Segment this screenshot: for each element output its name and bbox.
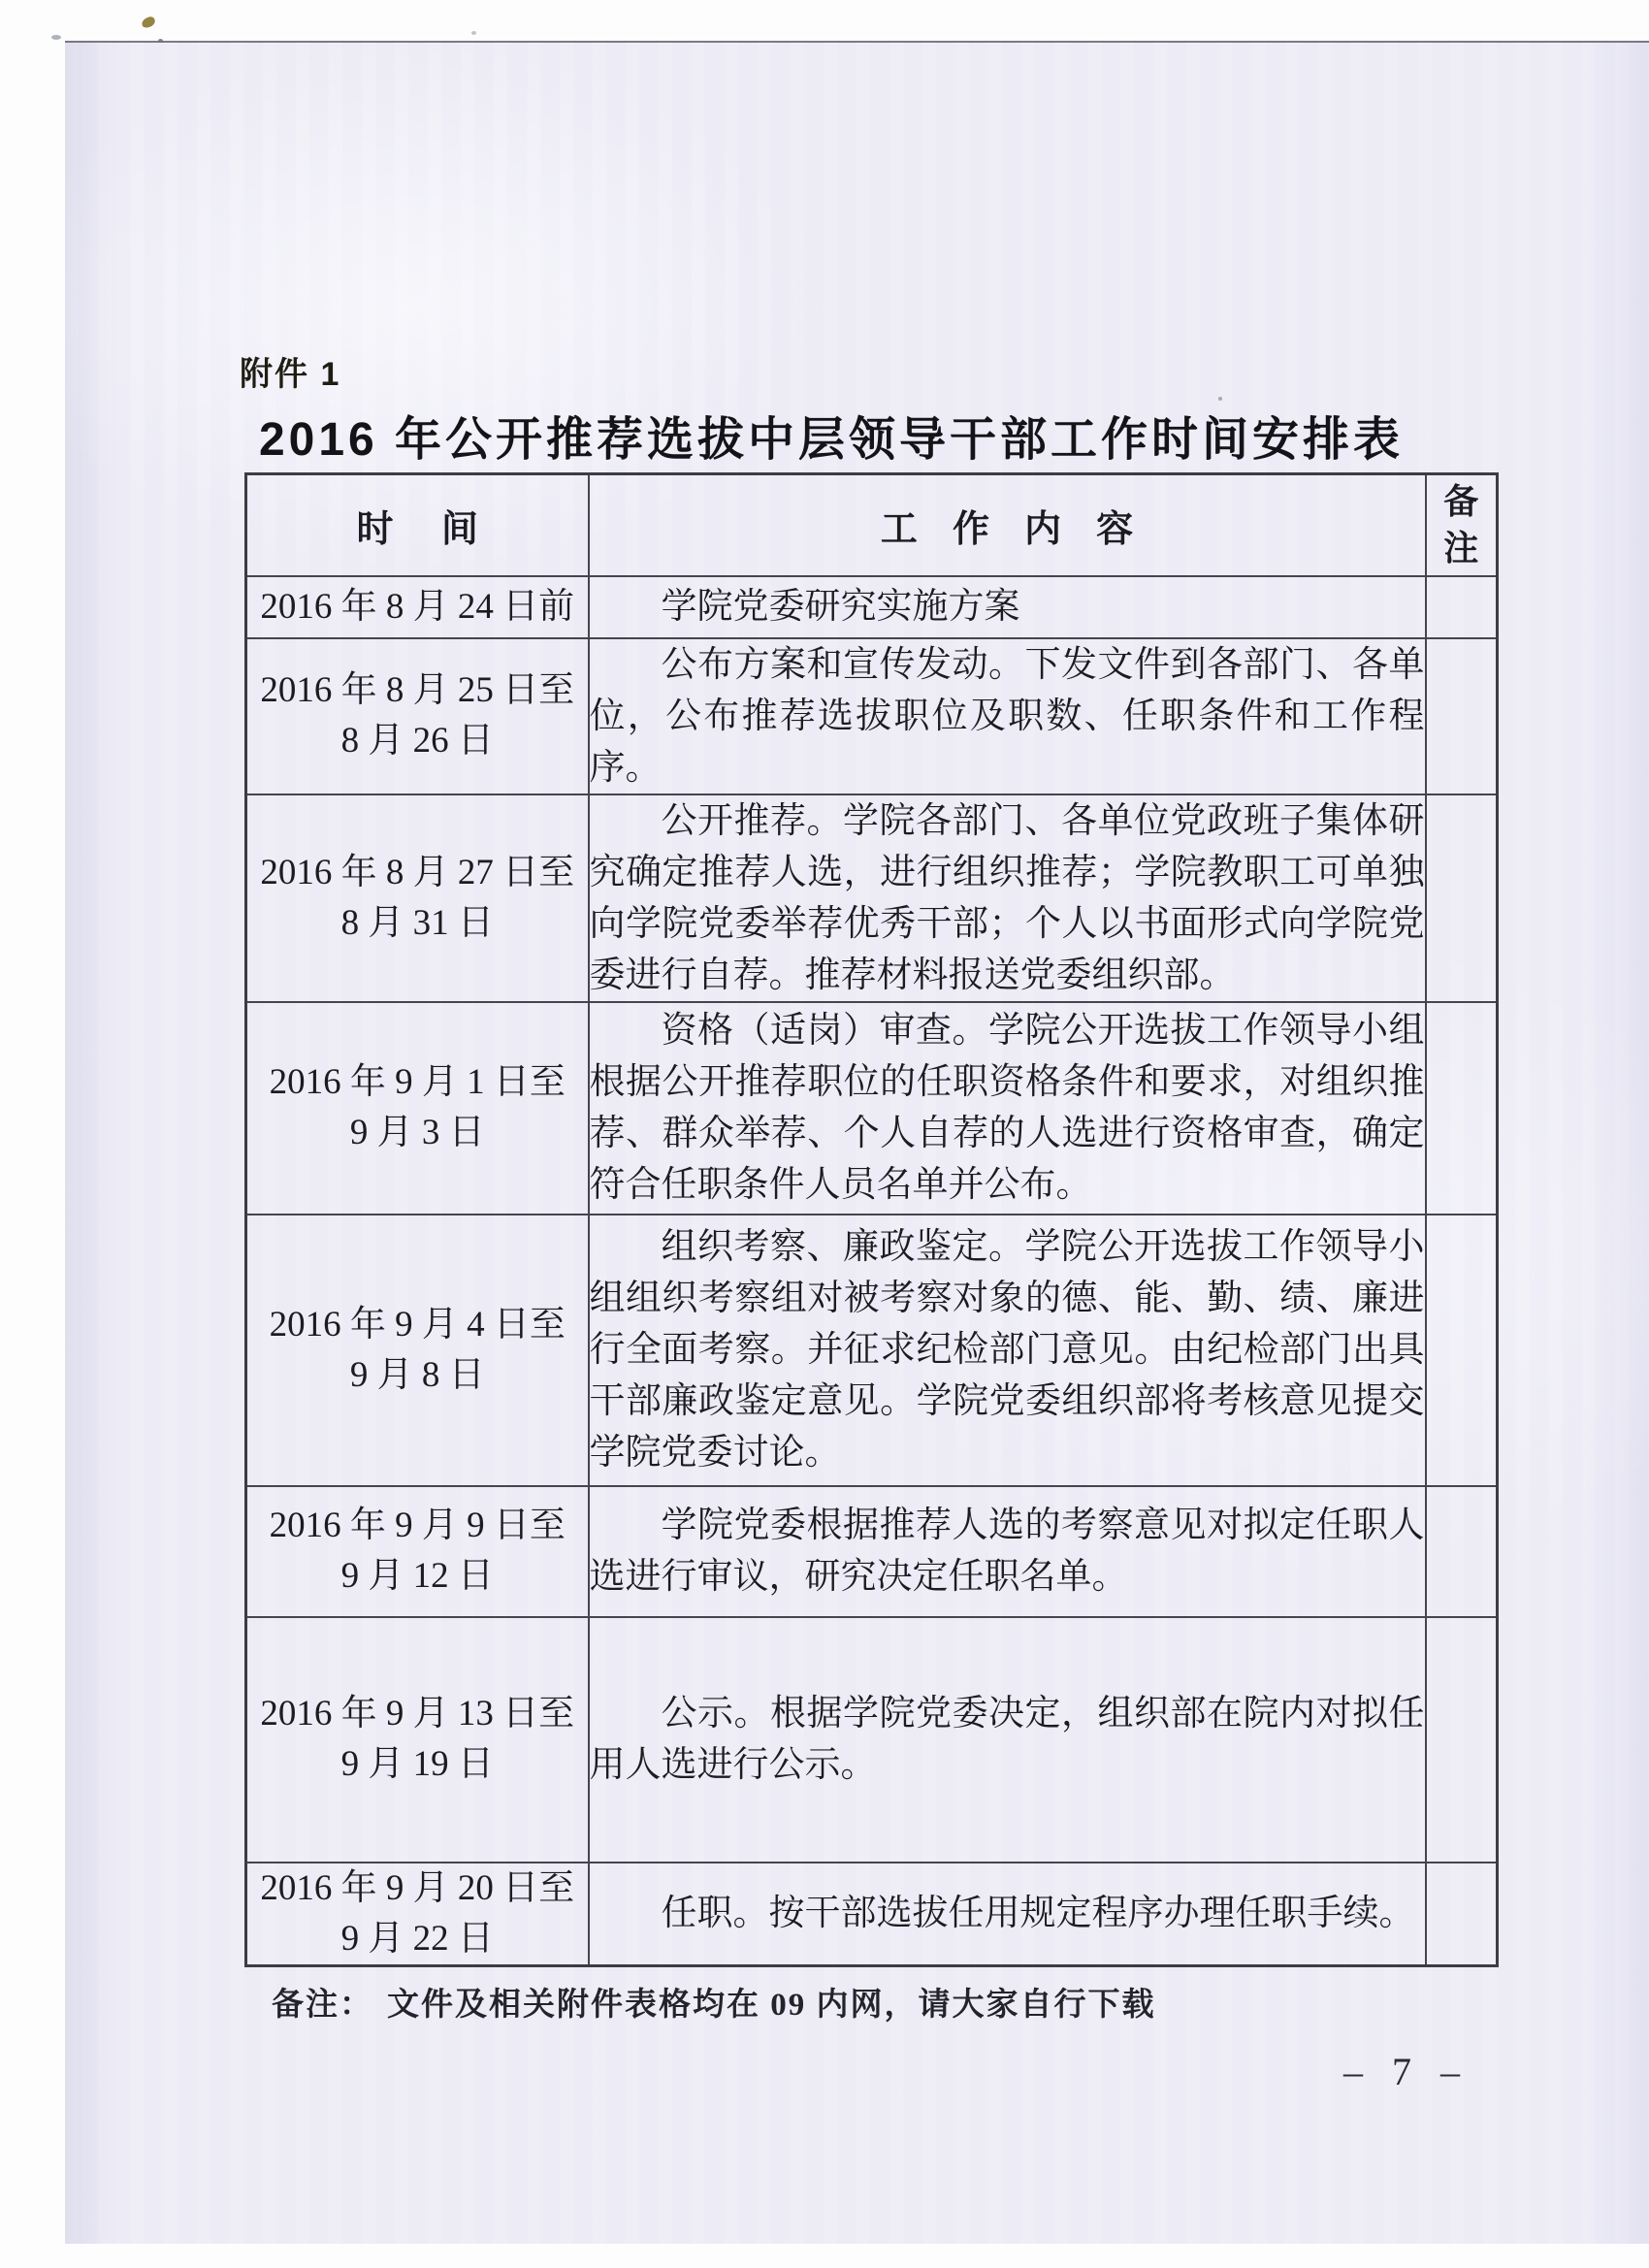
scan-speck <box>51 35 61 40</box>
time-line: 2016 年 8 月 25 日至 <box>260 670 575 710</box>
time-line: 2016 年 9 月 1 日至 <box>269 1062 566 1102</box>
content-cell <box>589 1002 1426 1215</box>
remarks-cell <box>1426 576 1498 638</box>
remarks-cell <box>1426 794 1498 1002</box>
time-line: 8 月 26 日 <box>340 721 494 761</box>
time-cell <box>246 1002 589 1215</box>
page-title: 2016 年公开推荐选拔中层领导干部工作时间安排表 <box>258 414 1405 466</box>
remarks-cell <box>1426 1863 1498 1966</box>
work-content: 学院党委研究实施方案 <box>661 587 1020 627</box>
content-cell <box>589 1486 1426 1617</box>
attachment-label: 附件 1 <box>240 356 341 393</box>
content-cell <box>589 576 1426 638</box>
table-row <box>246 576 1498 638</box>
time-line: 8 月 31 日 <box>340 902 494 943</box>
work-content: 公开推荐。学院各部门、各单位党政班子集体研究确定推荐人选，进行组织推荐；学院教职工可单独向学院党委举荐优秀干部；个人以书面形式向学院党委进行自荐。推荐材料报送党委组织部。 <box>589 800 1425 995</box>
time-cell <box>246 638 589 794</box>
time-line: 2016 年 8 月 27 日至 <box>260 852 575 892</box>
time-cell <box>246 1617 589 1863</box>
content-cell <box>589 638 1426 794</box>
scan-speck <box>141 16 157 29</box>
time-line: 9 月 19 日 <box>340 1744 494 1784</box>
time-line: 2016 年 9 月 4 日至 <box>269 1304 566 1345</box>
work-content: 任职。按干部选拔任用规定程序办理任职手续。 <box>661 1894 1415 1933</box>
time-cell <box>246 1215 589 1486</box>
footnote-label: 备注： <box>272 1988 373 2023</box>
work-content: 公布方案和宣传发动。下发文件到各部门、各单位，公布推荐选拔职位及职数、任职条件和工作程序。 <box>589 644 1425 788</box>
table-row <box>246 1863 1498 1966</box>
time-line: 2016 年 9 月 13 日至 <box>260 1694 575 1733</box>
time-line: 9 月 12 日 <box>340 1556 494 1596</box>
header-cell-content: 工作内容 <box>589 474 1426 576</box>
time-line: 2016 年 9 月 9 日至 <box>269 1506 566 1545</box>
content-cell <box>589 1863 1426 1966</box>
time-cell <box>246 576 589 638</box>
table-row <box>246 1486 1498 1617</box>
work-content: 公示。根据学院党委决定，组织部在院内对拟任用人选进行公示。 <box>589 1694 1425 1785</box>
content-cell <box>589 1215 1426 1486</box>
scanned-document-page <box>65 41 1649 2244</box>
time-line: 2016 年 9 月 20 日至 <box>260 1867 575 1908</box>
work-content: 资格（适岗）审查。学院公开选拔工作领导小组根据公开推荐职位的任职资格条件和要求，对组织推荐、群众举荐、个人自荐的人选进行资格审查，确定符合任职条件人员名单并公布。 <box>589 1011 1425 1205</box>
table-row <box>246 1002 1498 1215</box>
remarks-cell <box>1426 1215 1498 1486</box>
header-cell-time: 时间 <box>246 474 589 576</box>
table-row <box>246 1215 1498 1486</box>
table-row <box>246 638 1498 794</box>
time-line: 9 月 3 日 <box>349 1113 485 1152</box>
time-line: 9 月 8 日 <box>349 1354 485 1395</box>
table-row <box>246 1617 1498 1863</box>
remarks-cell <box>1426 638 1498 794</box>
remarks-cell <box>1426 1002 1498 1215</box>
time-cell <box>246 794 589 1002</box>
time-line: 9 月 22 日 <box>340 1918 494 1959</box>
schedule-table <box>244 472 1499 1967</box>
scan-speck <box>471 31 476 35</box>
time-cell <box>246 1863 589 1966</box>
table-header-row <box>246 474 1498 576</box>
time-cell <box>246 1486 589 1617</box>
work-content: 学院党委根据推荐人选的考察意见对拟定任职人选进行审议，研究决定任职名单。 <box>589 1506 1425 1597</box>
page-number: – 7 – <box>1343 2050 1470 2093</box>
remarks-cell <box>1426 1486 1498 1617</box>
header-cell-remarks: 备注 <box>1426 474 1498 576</box>
footnote-text: 文件及相关附件表格均在 09 内网，请大家自行下载 <box>387 1988 1156 2023</box>
table-row <box>246 794 1498 1002</box>
schedule-table-container <box>244 472 1499 1967</box>
time-line: 2016 年 8 月 24 日前 <box>260 586 575 627</box>
work-content: 组织考察、廉政鉴定。学院公开选拔工作领导小组组织考察组对被考察对象的德、能、勤、绩、廉进行全面考察。并征求纪检部门意见。由纪检部门出具干部廉政鉴定意见。学院党委组织部将考核意见提交学院党委讨论。 <box>589 1227 1425 1473</box>
content-cell <box>589 1617 1426 1863</box>
content-cell <box>589 794 1426 1002</box>
footnote <box>272 1979 1156 2025</box>
remarks-cell <box>1426 1617 1498 1863</box>
